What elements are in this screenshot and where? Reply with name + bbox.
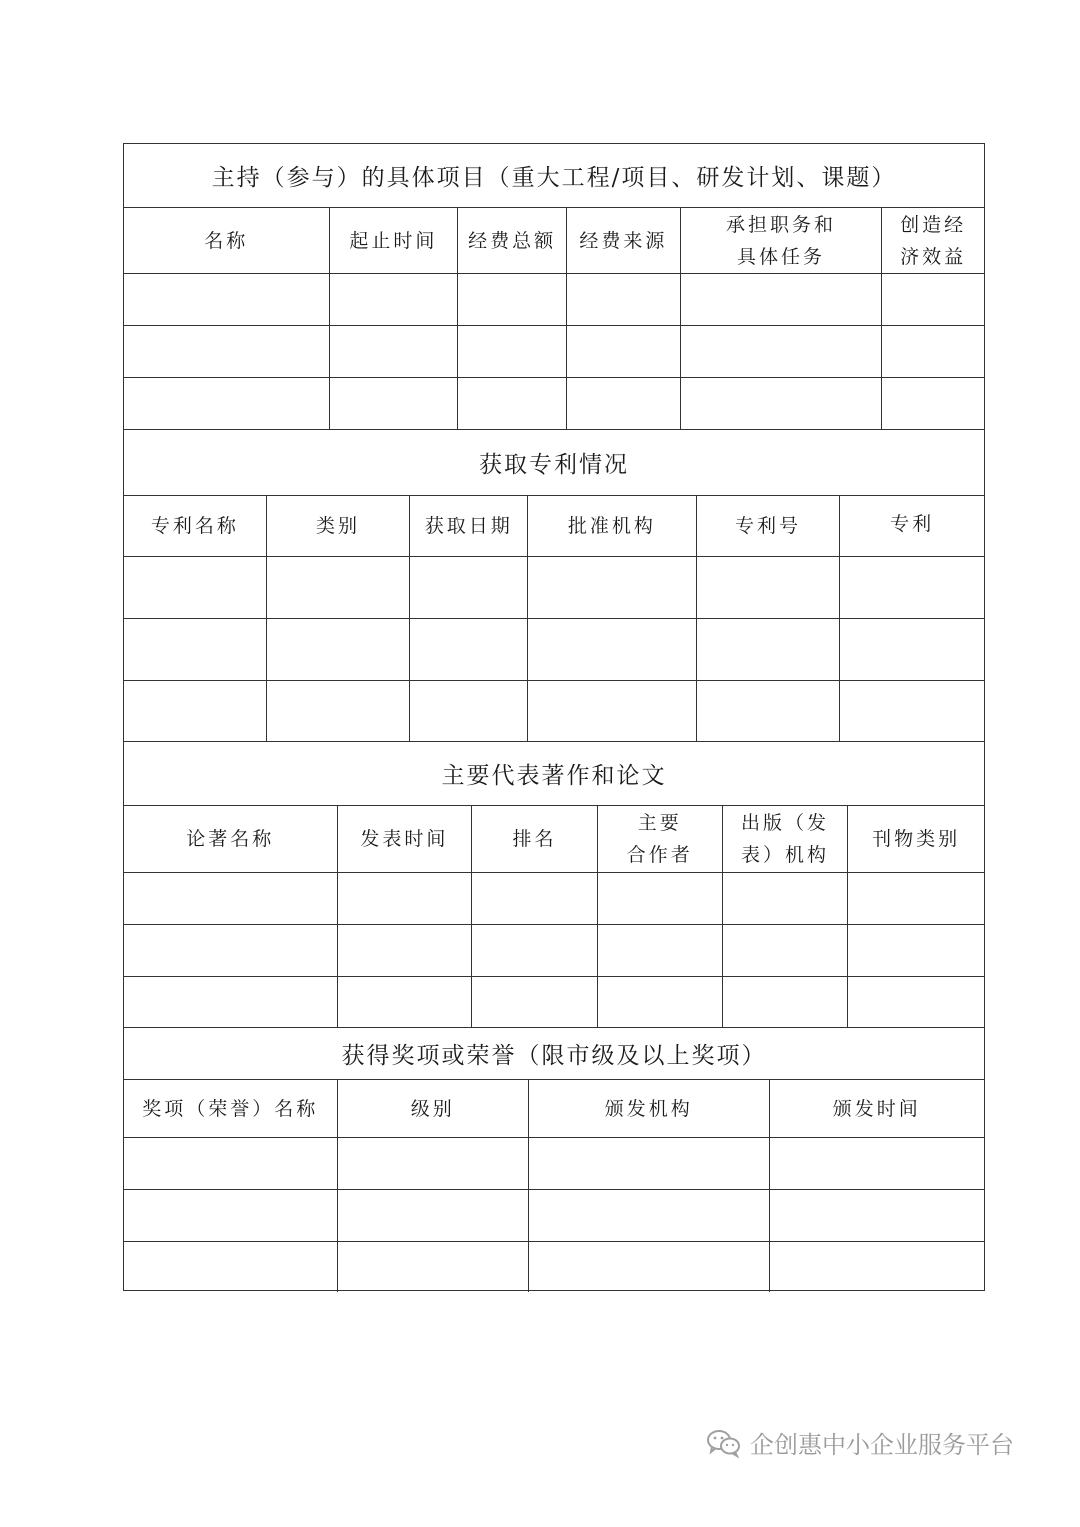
table-row [124, 681, 984, 742]
input-cell[interactable] [410, 557, 528, 618]
input-cell[interactable] [472, 977, 598, 1027]
input-cell[interactable] [529, 1242, 769, 1292]
input-cell[interactable] [528, 557, 697, 618]
input-cell[interactable] [330, 326, 459, 377]
input-cell[interactable] [338, 1190, 530, 1241]
table-row [124, 619, 984, 681]
input-cell[interactable] [598, 873, 723, 924]
input-cell[interactable] [681, 378, 883, 429]
header-total-funds: 经费总额 [458, 208, 567, 273]
input-cell[interactable] [124, 977, 338, 1027]
header-period: 起止时间 [330, 208, 459, 273]
personal-achievement-form [123, 143, 985, 1291]
input-cell[interactable] [124, 1190, 338, 1241]
input-cell[interactable] [267, 681, 411, 741]
input-cell[interactable] [124, 681, 267, 741]
input-cell[interactable] [567, 326, 681, 377]
input-cell[interactable] [528, 681, 697, 741]
input-cell[interactable] [472, 925, 598, 976]
projects-section-title: 主持（参与）的具体项目（重大工程/项目、研发计划、课题） [124, 144, 984, 208]
input-cell[interactable] [124, 925, 338, 976]
input-cell[interactable] [124, 1242, 338, 1292]
input-cell[interactable] [529, 1190, 769, 1241]
input-cell[interactable] [124, 619, 267, 680]
header-level: 级别 [338, 1080, 530, 1137]
header-name: 名称 [124, 208, 330, 273]
papers-section-title: 主要代表著作和论文 [124, 742, 984, 806]
input-cell[interactable] [840, 557, 984, 618]
table-row [124, 274, 984, 326]
input-cell[interactable] [458, 378, 567, 429]
input-cell[interactable] [598, 977, 723, 1027]
input-cell[interactable] [697, 619, 841, 680]
input-cell[interactable] [723, 977, 849, 1027]
header-obtain-date: 获取日期 [410, 496, 528, 556]
header-patent-name: 专利名称 [124, 496, 267, 556]
header-patent-number: 专利号 [697, 496, 841, 556]
input-cell[interactable] [410, 619, 528, 680]
input-cell[interactable] [723, 873, 849, 924]
patents-section-title: 获取专利情况 [124, 430, 984, 496]
table-row [124, 378, 984, 430]
input-cell[interactable] [330, 378, 459, 429]
header-work-title: 论著名称 [124, 806, 338, 872]
header-issuing-body: 颁发机构 [529, 1080, 769, 1137]
input-cell[interactable] [528, 619, 697, 680]
input-cell[interactable] [472, 873, 598, 924]
input-cell[interactable] [840, 619, 984, 680]
header-journal-category: 刊物类别 [872, 828, 961, 850]
input-cell[interactable] [848, 925, 984, 976]
header-category: 类别 [267, 496, 411, 556]
table-row [124, 557, 984, 619]
input-cell[interactable] [882, 274, 984, 325]
header-fund-source: 经费来源 [567, 208, 681, 273]
table-row [124, 1190, 984, 1242]
papers-header-row [124, 806, 984, 873]
input-cell[interactable] [458, 274, 567, 325]
input-cell[interactable] [330, 274, 459, 325]
input-cell[interactable] [681, 326, 883, 377]
input-cell[interactable] [848, 977, 984, 1027]
header-patent: 专利 [890, 513, 935, 535]
input-cell[interactable] [124, 326, 330, 377]
input-cell[interactable] [697, 557, 841, 618]
input-cell[interactable] [567, 378, 681, 429]
header-publish-time: 发表时间 [338, 806, 473, 872]
input-cell[interactable] [267, 557, 411, 618]
input-cell[interactable] [338, 1138, 530, 1189]
input-cell[interactable] [840, 681, 984, 741]
input-cell[interactable] [567, 274, 681, 325]
input-cell[interactable] [848, 873, 984, 924]
input-cell[interactable] [124, 378, 330, 429]
patents-header-row [124, 496, 984, 557]
watermark [706, 1425, 1014, 1460]
table-row [124, 925, 984, 977]
input-cell[interactable] [770, 1242, 985, 1292]
header-approval-authority: 批准机构 [528, 496, 697, 556]
input-cell[interactable] [529, 1138, 769, 1189]
header-award-name: 奖项（荣誉）名称 [124, 1080, 338, 1137]
input-cell[interactable] [124, 557, 267, 618]
input-cell[interactable] [723, 925, 849, 976]
input-cell[interactable] [882, 378, 984, 429]
input-cell[interactable] [124, 1138, 338, 1189]
awards-header-row [124, 1080, 984, 1138]
table-row [124, 977, 984, 1028]
input-cell[interactable] [267, 619, 411, 680]
input-cell[interactable] [697, 681, 841, 741]
awards-section-title: 获得奖项或荣誉（限市级及以上奖项） [124, 1028, 984, 1080]
input-cell[interactable] [338, 977, 473, 1027]
header-economic-benefit: 创造经 济效益 [900, 213, 967, 268]
watermark-text: 企创惠中小企业服务平台 [750, 1431, 1014, 1459]
input-cell[interactable] [681, 274, 883, 325]
wechat-icon [706, 1428, 742, 1458]
header-publisher: 出版（发 表）机构 [723, 806, 849, 872]
input-cell[interactable] [338, 873, 473, 924]
input-cell[interactable] [770, 1190, 985, 1241]
input-cell[interactable] [458, 326, 567, 377]
table-row [124, 326, 984, 378]
input-cell[interactable] [124, 873, 338, 924]
input-cell[interactable] [124, 274, 330, 325]
input-cell[interactable] [882, 326, 984, 377]
header-ranking: 排名 [472, 806, 598, 872]
table-row [124, 873, 984, 925]
header-co-authors: 主要 合作者 [598, 806, 723, 872]
header-issue-time: 颁发时间 [832, 1097, 921, 1120]
input-cell[interactable] [770, 1138, 985, 1189]
input-cell[interactable] [598, 925, 723, 976]
header-role-task: 承担职务和 具体任务 [681, 208, 883, 273]
input-cell[interactable] [338, 1242, 530, 1292]
table-row [124, 1242, 984, 1292]
input-cell[interactable] [338, 925, 473, 976]
projects-header-row [124, 208, 984, 274]
input-cell[interactable] [410, 681, 528, 741]
table-row [124, 1138, 984, 1190]
